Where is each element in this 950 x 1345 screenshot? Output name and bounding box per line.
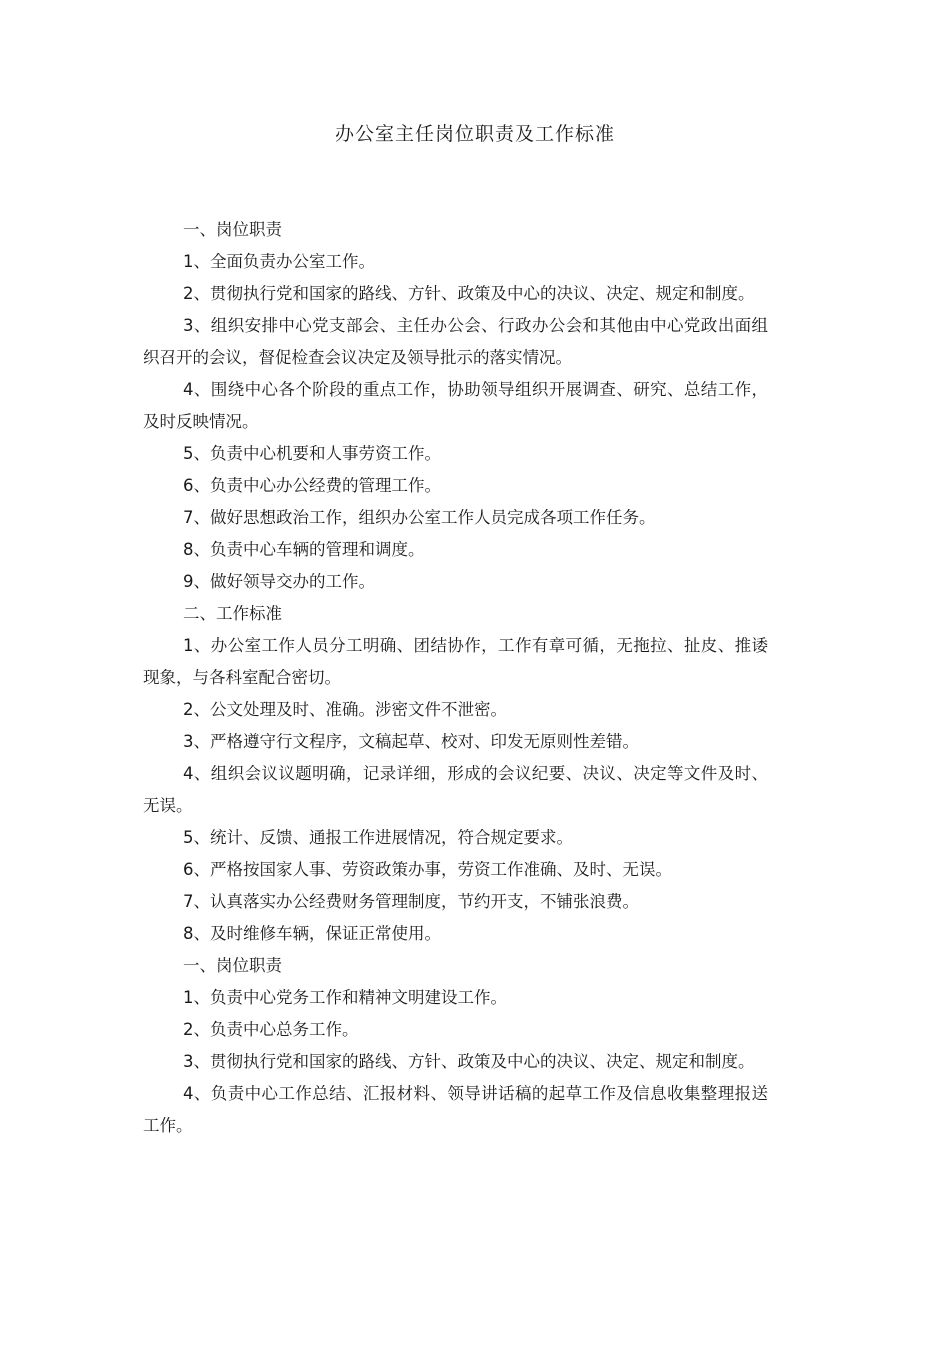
list-item: 2、负责中心总务工作。 bbox=[183, 1020, 359, 1039]
list-item: 1、办公室工作人员分工明确、团结协作，工作有章可循，无拖拉、扯皮、推诿现象，与各科室配合密切。 bbox=[143, 636, 768, 687]
list-item: 3、严格遵守行文程序，文稿起草、校对、印发无原则性差错。 bbox=[183, 732, 639, 751]
document-body bbox=[143, 214, 768, 1142]
list-item: 1、全面负责办公室工作。 bbox=[183, 252, 375, 271]
list-item: 4、组织会议议题明确，记录详细，形成的会议纪要、决议、决定等文件及时、无误。 bbox=[143, 764, 768, 815]
list-item: 2、贯彻执行党和国家的路线、方针、政策及中心的决议、决定、规定和制度。 bbox=[183, 284, 755, 303]
list-item: 6、负责中心办公经费的管理工作。 bbox=[183, 476, 441, 495]
list-item: 5、统计、反馈、通报工作进展情况，符合规定要求。 bbox=[183, 828, 573, 847]
document-title: 办公室主任岗位职责及工作标准 bbox=[334, 123, 615, 145]
list-item: 8、负责中心车辆的管理和调度。 bbox=[183, 540, 425, 559]
list-item: 3、组织安排中心党支部会、主任办公会、行政办公会和其他由中心党政出面组织召开的会议，督促检查会议决定及领导批示的落实情况。 bbox=[143, 316, 768, 367]
section-heading: 一、岗位职责 bbox=[183, 220, 282, 239]
list-item: 4、围绕中心各个阶段的重点工作，协助领导组织开展调查、研究、总结工作，及时反映情况。 bbox=[143, 380, 768, 431]
list-item: 2、公文处理及时、准确。涉密文件不泄密。 bbox=[183, 700, 507, 719]
list-item: 4、负责中心工作总结、汇报材料、领导讲话稿的起草工作及信息收集整理报送工作。 bbox=[143, 1084, 768, 1135]
section-heading: 一、岗位职责 bbox=[183, 956, 282, 975]
list-item: 7、做好思想政治工作，组织办公室工作人员完成各项工作任务。 bbox=[183, 508, 656, 527]
list-item: 5、负责中心机要和人事劳资工作。 bbox=[183, 444, 441, 463]
list-item: 8、及时维修车辆，保证正常使用。 bbox=[183, 924, 441, 943]
list-item: 3、贯彻执行党和国家的路线、方针、政策及中心的决议、决定、规定和制度。 bbox=[183, 1052, 755, 1071]
list-item: 1、负责中心党务工作和精神文明建设工作。 bbox=[183, 988, 507, 1007]
list-item: 7、认真落实办公经费财务管理制度，节约开支，不铺张浪费。 bbox=[183, 892, 639, 911]
list-item: 9、做好领导交办的工作。 bbox=[183, 572, 375, 591]
list-item: 6、严格按国家人事、劳资政策办事，劳资工作准确、及时、无误。 bbox=[183, 860, 672, 879]
section-heading: 二、工作标准 bbox=[183, 604, 282, 623]
